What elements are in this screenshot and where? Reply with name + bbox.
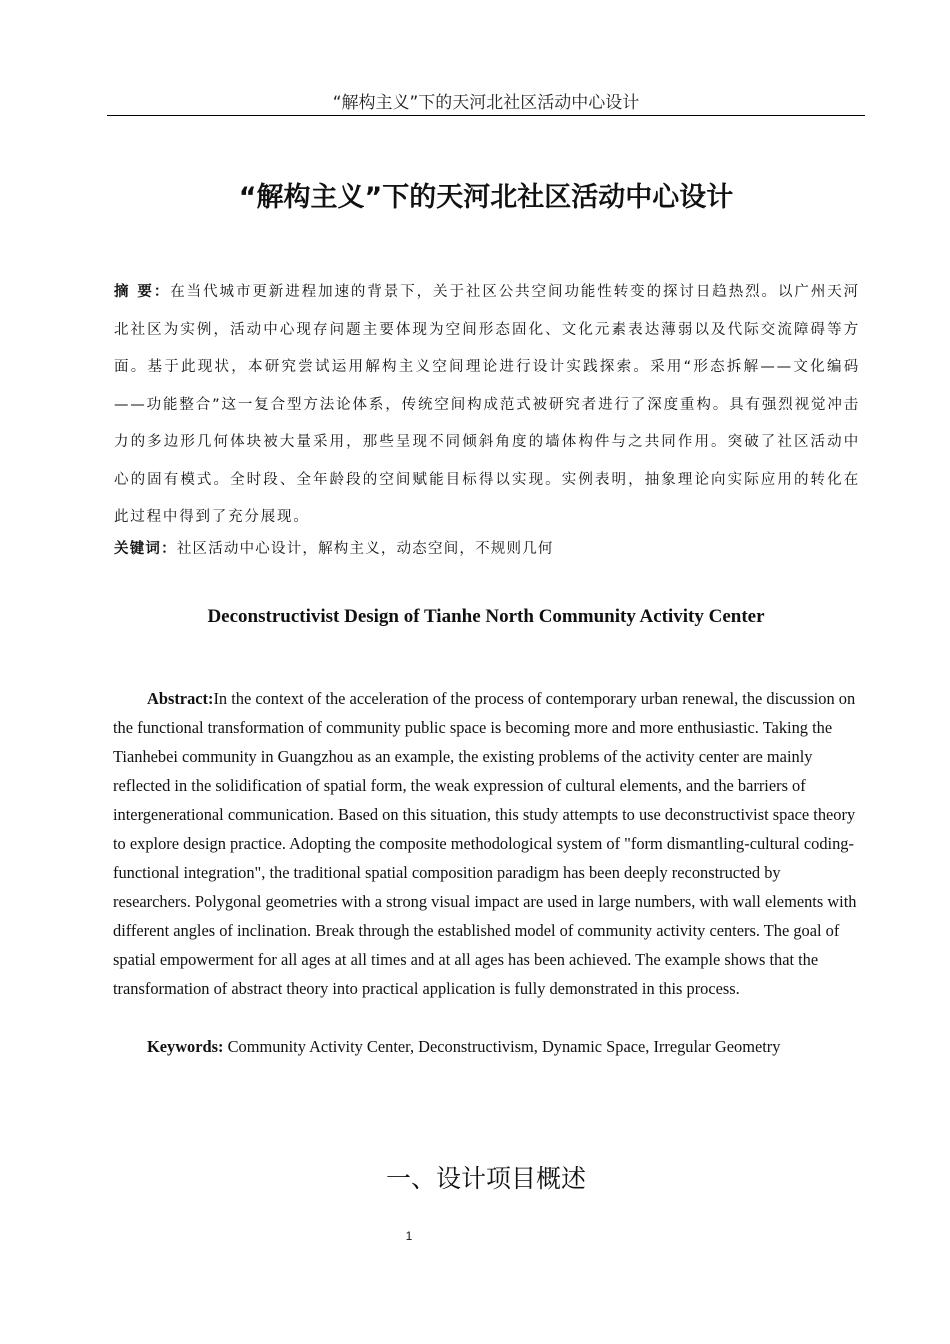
chinese-abstract-text: 在当代城市更新进程加速的背景下，关于社区公共空间功能性转变的探讨日趋热烈。以广州天河北社区为实例，活动中心现存问题主要体现为空间形态固化、文化元素表达薄弱以及代际交流障碍等方面。基于此现状，本研究尝试运用解构主义空间理论进行设计实践探索。采用“形态拆解——文化编码——功能整合”这一复合型方法论体系，传统空间构成范式被研究者进行了深度重构。具有强烈视觉冲击力的多边形几何体块被大量采用，那些呈现不同倾斜角度的墙体构件与之共同作用。突破了社区活动中心的固有模式。全时段、全年龄段的空间赋能目标得以实现。实例表明，抽象理论向实际应用的转化在此过程中得到了充分展现。 — [114, 284, 860, 525]
section-heading: 一、设计项目概述 — [385, 1164, 586, 1193]
running-header: “解构主义”下的天河北社区活动中心设计 — [332, 93, 640, 113]
english-title: Deconstructivist Design of Tianhe North Community Activity Center — [207, 606, 765, 627]
page-number: 1 — [405, 1229, 413, 1243]
english-abstract — [113, 684, 861, 1003]
chinese-keywords — [114, 534, 860, 564]
header-rule — [107, 115, 865, 116]
chinese-abstract-label: 摘 要： — [114, 284, 171, 300]
english-abstract-text: In the context of the acceleration of the process of contemporary urban renewal, the discussion on the functional transformation of community public space is becoming more and more enthusiastic. Taking the Tianhebei community in Guangzhou as an example, the existing problems of the activity center are mainly reflected in the solidification of spatial form, the weak expression of cultural elements, and the barriers of intergenerational communication. Based on this situation, this study attempts to use deconstructivist space theory to explore design practice. Adopting the composite methodological system of "form dismantling-cultural coding-functional integration", the traditional spatial composition paradigm has been deeply reconstructed by researchers. Polygonal geometries with a strong visual impact are used in large numbers, with wall elements with different angles of inclination. Break through the established model of community activity centers. The goal of spatial empowerment for all ages at all times and at all ages has been achieved. The example shows that the transformation of abstract theory into practical application is fully demonstrated in this process. — [113, 689, 857, 998]
chinese-title: “解构主义”下的天河北社区活动中心设计 — [238, 182, 734, 213]
chinese-abstract — [114, 274, 860, 537]
english-keywords-text: Community Activity Center, Deconstructivism, Dynamic Space, Irregular Geometry — [223, 1037, 781, 1056]
chinese-keywords-text: 社区活动中心设计，解构主义，动态空间，不规则几何 — [176, 541, 554, 557]
english-keywords — [113, 1032, 861, 1061]
english-abstract-label: Abstract: — [147, 689, 214, 708]
english-keywords-label: Keywords: — [147, 1037, 224, 1056]
chinese-keywords-label: 关键词： — [114, 541, 177, 557]
